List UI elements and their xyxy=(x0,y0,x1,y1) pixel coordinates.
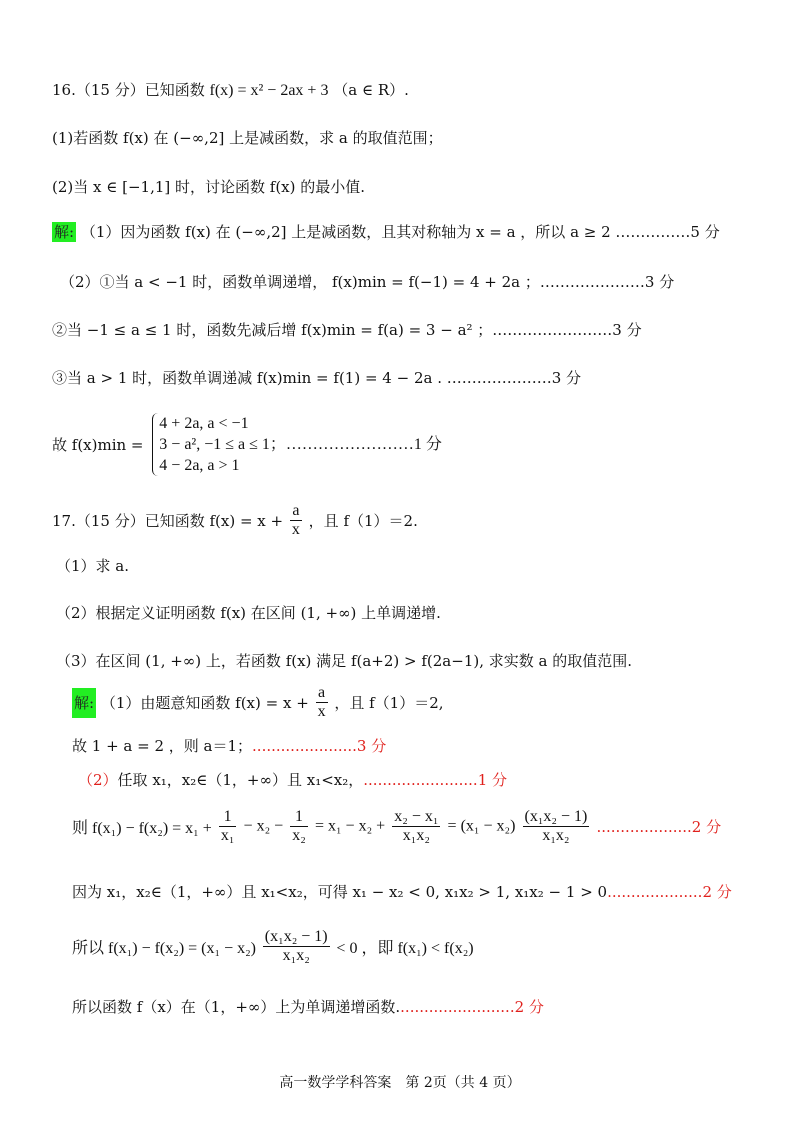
piecewise-cases: 4 + 2a, a < −1 3 − a², −1 ≤ a ≤ 1；……………………1 分 4 − 2a, a > 1 xyxy=(152,413,442,476)
q17-solution-2-intro: （2）任取 x₁，x₂∈（1，+∞）且 x₁<x₂，........................1 分 xyxy=(78,771,508,789)
score-2b: ....................2 分 xyxy=(607,883,732,901)
q17-difference-equation: 则 f(x₁) − f(x₂) = x₁ + $\frac{1}{\text{x₁}}$ − x₂ − $\frac{1}{\text{x₂}}$ = x₁ − x₂ + $\frac{\text{x₂ − x₁}}{\text{x₁x₂}}$ = (x₁ − x₂) $\frac{\text{(x₁x₂ − 1)}}{\text{x₁x₂}}$ ....................2 分 xyxy=(72,808,722,844)
score-2c: ........................2 分 xyxy=(400,998,544,1016)
fraction-diff-over-product: $\frac{\text{x₂ − x₁}}{\text{x₁x₂}}$ xyxy=(394,808,439,844)
fraction-a-over-x-2: $\frac{a}{x}$ xyxy=(317,684,326,720)
page-footer: 高一数学学科答案 第 2页（共 4 页） xyxy=(279,1075,521,1091)
q17-part2: （2）根据定义证明函数 f(x) 在区间 (1, +∞) 上单调递增. xyxy=(56,604,441,622)
q17-because: 因为 x₁，x₂∈（1，+∞）且 x₁<x₂，可得 x₁ − x₂ < 0, x₁x₂ > 1, x₁x₂ − 1 > 0....................2 分 xyxy=(72,883,732,901)
fraction-product-minus-one: $\frac{\text{(x₁x₂ − 1)}}{\text{x₁x₂}}$ xyxy=(524,808,588,844)
q16-part2: (2)当 x ∈ [−1,1] 时，讨论函数 f(x) 的最小值. xyxy=(52,178,366,196)
q16-header: 16.（15 分）已知函数 f(x) = x² − 2ax + 3 （a ∈ R）. xyxy=(52,81,409,99)
q17-part1: （1）求 a. xyxy=(56,557,130,575)
score-3: ......................3 分 xyxy=(252,737,387,755)
score-2a: ....................2 分 xyxy=(596,818,722,836)
fraction-1-over-x1: $\frac{1}{\text{x₁}}$ xyxy=(220,808,235,844)
fraction-product-minus-one-2: $\frac{\text{(x₁x₂ − 1)}}{\text{x₁x₂}}$ xyxy=(264,928,328,964)
q16-part1: (1)若函数 f(x) 在 (−∞,2] 上是减函数，求 a 的取值范围； xyxy=(52,129,443,147)
q16-solution-2a: （2）①当 a < −1 时，函数单调递增， f(x)min = f(−1) = 4 + 2a ；…………………3 分 xyxy=(60,273,675,291)
q16-solution-2b: ②当 −1 ≤ a ≤ 1 时，函数先减后增 f(x)min = f(a) = 3 − a² ；……………………3 分 xyxy=(52,321,642,339)
fraction-1-over-x2: $\frac{1}{\text{x₂}}$ xyxy=(292,808,306,844)
q16-conclusion: 故 f(x)min = 4 + 2a, a < −1 3 − a², −1 ≤ a ≤ 1；……………………1 分 4 − 2a, a > 1 xyxy=(52,415,442,474)
q17-solution-1-result: 故 1 + a = 2 ，则 a＝1；......................3 分 xyxy=(72,737,387,755)
q17-header: 17.（15 分）已知函数 f(x) = x + $\frac{a}{x}$ ，且 f（1）＝2. xyxy=(52,502,418,538)
q17-conclusion: 所以函数 f（x）在（1，+∞）上为单调递增函数.........................2 分 xyxy=(72,998,544,1016)
q17-solution-1: 解: （1）由题意知函数 f(x) = x + $\frac{a}{x}$ ，且 f（1）＝2, xyxy=(74,684,444,720)
fraction-a-over-x: $\frac{a}{x}$ xyxy=(291,502,300,538)
q17-therefore: 所以 f(x₁) − f(x₂) = (x₁ − x₂) $\frac{\text{(x₁x₂ − 1)}}{\text{x₁x₂}}$ < 0 ，即 f(x₁) < f(x₂) xyxy=(72,928,474,964)
solution-highlight: 解: xyxy=(54,223,75,241)
score-1: ........................1 分 xyxy=(363,771,508,789)
q17-part3: （3）在区间 (1, +∞) 上，若函数 f(x) 满足 f(a+2) > f(2a−1), 求实数 a 的取值范围. xyxy=(56,652,633,670)
solution-highlight-2: 解: xyxy=(72,688,96,718)
q16-solution-2c: ③当 a > 1 时，函数单调递减 f(x)min = f(1) = 4 − 2a . …………………3 分 xyxy=(52,369,582,387)
q16-solution-1: 解: （1）因为函数 f(x) 在 (−∞,2] 上是减函数，且其对称轴为 x = a ，所以 a ≥ 2 ……………5 分 xyxy=(54,223,720,241)
